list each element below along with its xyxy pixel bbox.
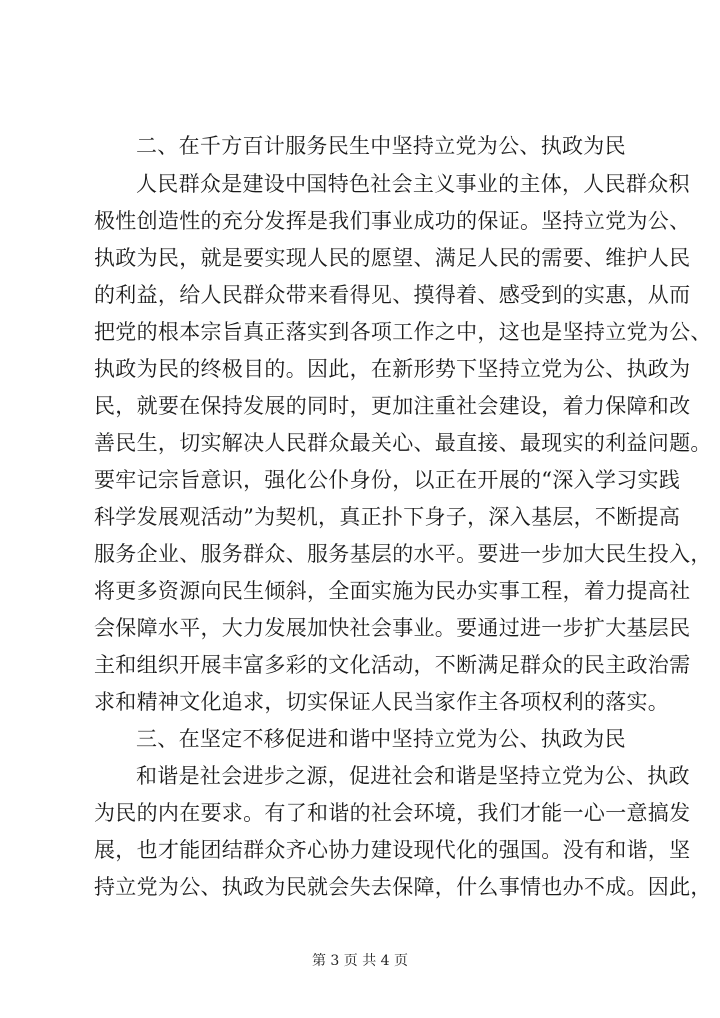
paragraph-line: 科学发展观活动”为契机，真正扑下身子，深入基层，不断提高 bbox=[94, 505, 681, 529]
paragraph-line: 主和组织开展丰富多彩的文化活动，不断满足群众的民主政治需 bbox=[94, 653, 691, 677]
paragraph-line: 将更多资源向民生倾斜，全面实施为民办实事工程，着力提高社 bbox=[94, 579, 691, 603]
page-number-footer: 第 3 页 共 4 页 bbox=[311, 953, 409, 969]
paragraph-line: 民，就要在保持发展的同时，更加注重社会建设，着力保障和改 bbox=[94, 394, 691, 418]
paragraph-line: 展，也才能团结群众齐心协力建设现代化的强国。没有和谐，坚 bbox=[94, 838, 691, 862]
paragraph-line: 人民群众是建设中国特色社会主义事业的主体，人民群众积 bbox=[136, 172, 690, 196]
paragraph-line: 善民生，切实解决人民群众最关心、最直接、最现实的利益问题。 bbox=[94, 431, 712, 455]
section-heading-2: 二、在千方百计服务民生中坚持立党为公、执政为民 bbox=[136, 134, 626, 158]
paragraph-line: 执政为民的终极目的。因此，在新形势下坚持立党为公、执政为 bbox=[94, 357, 691, 381]
paragraph-line: 服务企业、服务群众、服务基层的水平。要进一步加大民生投入， bbox=[94, 542, 712, 566]
paragraph-line: 为民的内在要求。有了和谐的社会环境，我们才能一心一意搞发 bbox=[94, 801, 691, 825]
paragraph-line: 和谐是社会进步之源，促进社会和谐是坚持立党为公、执政 bbox=[136, 764, 690, 788]
paragraph-line: 把党的根本宗旨真正落实到各项工作之中，这也是坚持立党为公、 bbox=[94, 320, 712, 344]
paragraph-line: 会保障水平，大力发展加快社会事业。要通过进一步扩大基层民 bbox=[94, 616, 691, 640]
paragraph-line: 要牢记宗旨意识，强化公仆身份，以正在开展的“深入学习实践 bbox=[94, 468, 681, 492]
paragraph-line: 求和精神文化追求，切实保证人民当家作主各项权利的落实。 bbox=[94, 690, 670, 714]
paragraph-line: 执政为民，就是要实现人民的愿望、满足人民的需要、维护人民 bbox=[94, 246, 691, 270]
section-heading-3: 三、在坚定不移促进和谐中坚持立党为公、执政为民 bbox=[136, 727, 626, 751]
paragraph-line: 极性创造性的充分发挥是我们事业成功的保证。坚持立党为公、 bbox=[94, 209, 691, 233]
paragraph-line: 持立党为公、执政为民就会失去保障，什么事情也办不成。因此， bbox=[94, 875, 712, 899]
paragraph-line: 的利益，给人民群众带来看得见、摸得着、感受到的实惠，从而 bbox=[94, 283, 691, 307]
